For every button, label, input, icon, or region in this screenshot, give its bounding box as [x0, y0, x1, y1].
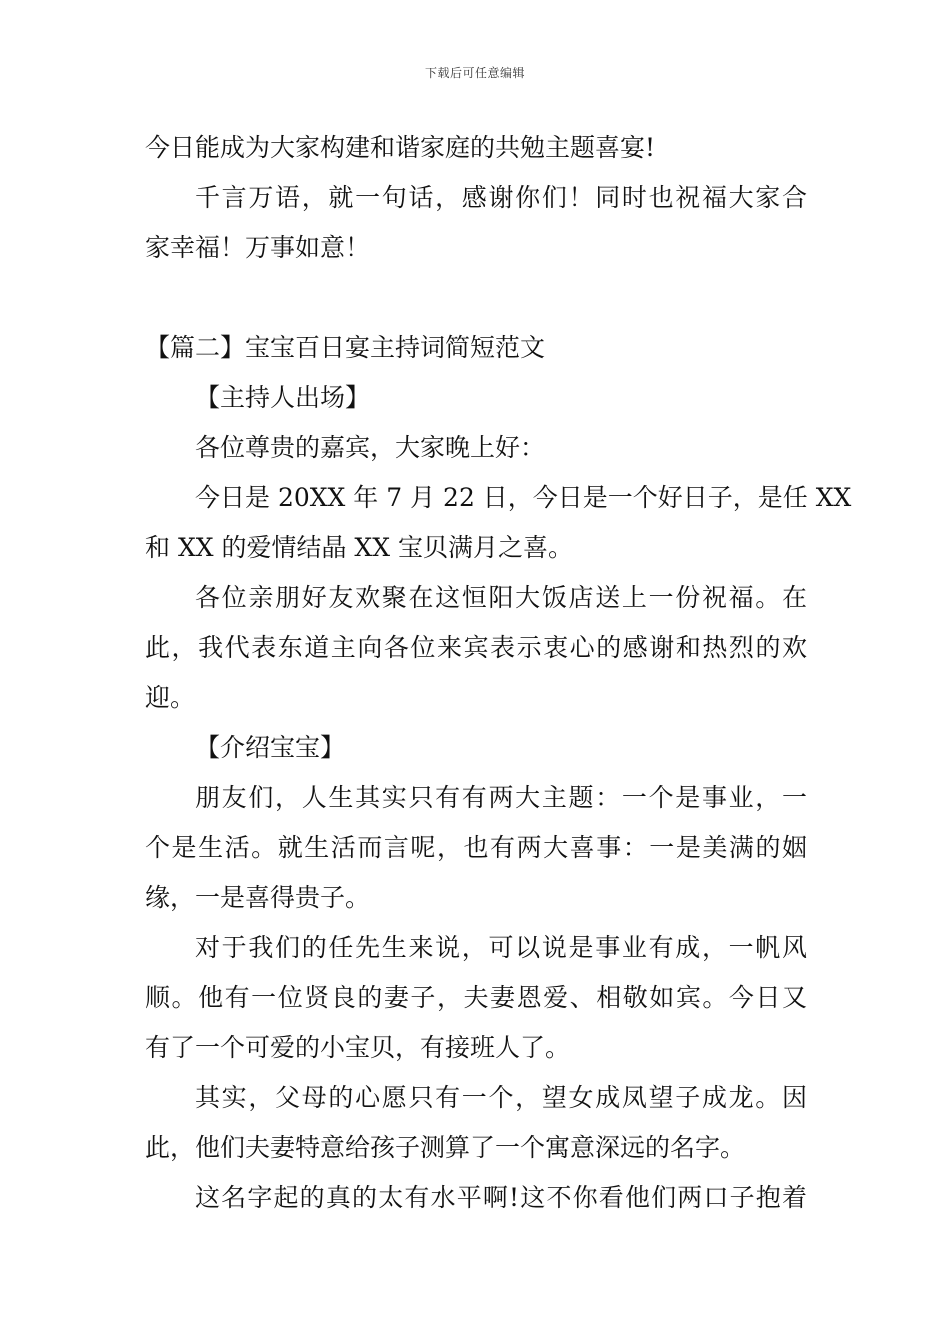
paragraph-line: 缘，一是喜得贵子。: [145, 883, 371, 912]
paragraph-line: 顺。他有一位贤良的妻子，夫妻恩爱、相敬如宾。今日又: [145, 983, 807, 1012]
paragraph-line: 今日是 20XX 年 7 月 22 日，今日是一个好日子，是任 XX: [195, 483, 852, 512]
paragraph-line: 各位尊贵的嘉宾，大家晚上好：: [195, 433, 546, 462]
paragraph-gap: [145, 273, 807, 323]
paragraph-line: 个是生活。就生活而言呢，也有两大喜事：一是美满的姻: [145, 833, 807, 862]
paragraph-line: 有了一个可爱的小宝贝，有接班人了。: [145, 1033, 571, 1062]
subsection-heading: 【主持人出场】: [195, 383, 371, 412]
paragraph-line: 此，我代表东道主向各位来宾表示衷心的感谢和热烈的欢: [145, 633, 807, 662]
paragraph-line: 和 XX 的爱情结晶 XX 宝贝满月之喜。: [145, 533, 573, 562]
paragraph-line: 迎。: [145, 683, 196, 712]
page-header-note: 下载后可任意编辑: [424, 66, 525, 80]
section-title: 【篇二】宝宝百日宴主持词简短范文: [145, 333, 546, 362]
subsection-heading: 【介绍宝宝】: [195, 733, 346, 762]
paragraph-line: 朋友们，人生其实只有有两大主题：一个是事业，一: [195, 783, 807, 812]
paragraph-line: 千言万语，就一句话，感谢你们！同时也祝福大家合: [195, 183, 807, 212]
document-body: [145, 123, 852, 1223]
paragraph-line: 此，他们夫妻特意给孩子测算了一个寓意深远的名字。: [145, 1133, 746, 1162]
paragraph-line: 其实，父母的心愿只有一个，望女成凤望子成龙。因: [195, 1083, 807, 1112]
paragraph-line: 各位亲朋好友欢聚在这恒阳大饭店送上一份祝福。在: [195, 583, 807, 612]
paragraph-line: 家幸福！万事如意！: [145, 233, 371, 262]
paragraph-line: 这名字起的真的太有水平啊!这不你看他们两口子抱着: [195, 1183, 807, 1212]
paragraph-line: 对于我们的任先生来说，可以说是事业有成，一帆风: [195, 933, 807, 962]
paragraph-line: 今日能成为大家构建和谐家庭的共勉主题喜宴!: [145, 133, 656, 162]
